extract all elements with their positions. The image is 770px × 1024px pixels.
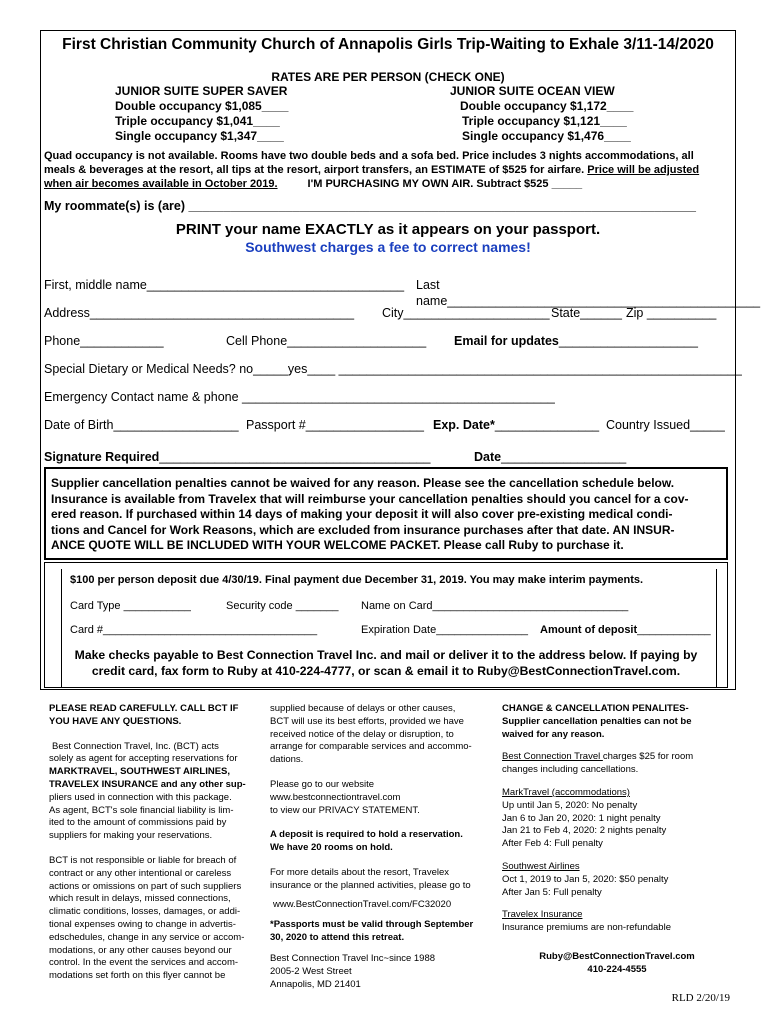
terms-column-2: supplied because of delays or other causes, BCT will use its best efforts, provided we have received notice of the delay or disruption, to arrange for comparable services and accommo- dations. Please go to our website www.bestconnectiontravel.com to view our PRIVACY STATEMENT. A deposit is required to hold a reservation. We have 20 rooms on hold. For more details about the resort, Travelex insurance or the planned activities, please go to www.BestConnectionTravel.com/FC32020 *Passports must be valid through September 30, 2020 to attend this retreat. Best Connection Travel Inc~since 1988 2005-2 West Street Annapolis, MD 21401: [270, 703, 488, 991]
checks-instructions: Make checks payable to Best Connection Travel Inc. and mail or deliver it to the address below. If paying by credit card, fax form to Ruby at 410-224-4777, or scan & email it to Ruby@BestConnectionTravel.com.: [74, 648, 698, 678]
contact-email[interactable]: Ruby@BestConnectionTravel.com: [539, 950, 695, 962]
address-field[interactable]: Address______________________________________: [44, 306, 355, 320]
rate-option[interactable]: Double occupancy $1,172____: [460, 99, 634, 113]
exp-date-field[interactable]: Exp. Date*_______________: [433, 418, 600, 432]
rate-option[interactable]: Double occupancy $1,085____: [115, 99, 289, 113]
column-heading: YOU HAVE ANY QUESTIONS.: [49, 715, 182, 727]
passport-notice: PRINT your name EXACTLY as it appears on your passport.: [175, 221, 601, 238]
column-heading: CHANGE & CANCELLATION PENALITES-: [502, 703, 689, 714]
amount-of-deposit-field[interactable]: Amount of deposit____________: [540, 624, 711, 636]
website-link[interactable]: www.bestconnectiontravel.com: [270, 791, 401, 803]
cancellation-box: [44, 467, 728, 560]
phone-field[interactable]: Phone____________: [44, 334, 164, 348]
last-name-field[interactable]: Last name_____________________________________________: [416, 278, 761, 308]
southwest-notice: Southwest charges a fee to correct names!: [245, 239, 531, 255]
rate-option[interactable]: Single occupancy $1,347____: [115, 129, 284, 143]
terms-column-1: PLEASE READ CAREFULLY. CALL BCT IF YOU HAVE ANY QUESTIONS. Best Connection Travel, Inc. (BCT) acts solely as agent for accepting reservations for MARKTRAVEL, SOUTHWEST AIRLINES, TRAVELEX INSURANCE and any other sup- pliers used in connection with this package. As agent, BCT's sole financial liability is lim- ited to the amount of commissions paid by suppliers for making your reservations. BCT is not responsible or liable for breach of contract or any other intentional or careless actions or omissions on part of such suppliers which result in delays, missed connections, climatic conditions, losses, damages, or addi- tional expenses owing to change in advertis- edschedules, change in any service or accom- modations, or any other causes beyond our control. In the event the services and accom- modations set forth on this flyer cannot be: [49, 703, 259, 983]
roommate-field[interactable]: My roommate(s) is (are) _________________________________________________________________________: [44, 199, 696, 213]
card-type-field[interactable]: Card Type ___________: [70, 600, 191, 612]
city-field[interactable]: City_____________________: [382, 306, 550, 320]
email-field[interactable]: Email for updates____________________: [454, 334, 698, 348]
cancellation-line: Insurance is available from Travelex that will reimburse your cancellation penalties should you cancel for a cov-: [51, 491, 689, 506]
own-air-option[interactable]: I'M PURCHASING MY OWN AIR. Subtract $525 _____: [307, 178, 583, 190]
rate-option[interactable]: Triple occupancy $1,041____: [115, 114, 280, 128]
passport-number-field[interactable]: Passport #_________________: [246, 418, 424, 432]
rates-left-heading: JUNIOR SUITE SUPER SAVER: [115, 84, 288, 98]
dietary-field[interactable]: Special Dietary or Medical Needs? no_____yes____ __________________________________________________________: [44, 362, 742, 376]
terms-column-3: CHANGE & CANCELLATION PENALITES- Supplier cancellation penalties can not be waived for any reason. Best Connection Travel charges $25 for room changes including cancellations. MarkTravel (accommodations) Up until Jan 5, 2020: No penalty Jan 6 to Jan 20, 2020: 1 night penalty Jan 21 to Feb 4, 2020: 2 nights penalty After Feb 4: Full penalty Southwest Airlines Oct 1, 2019 to Jan 5, 2020: $50 penalty After Jan 5: Full penalty Travelex Insurance Insurance premiums are non-refundable Ruby@BestConnectionTravel.com 410-224-4555: [502, 703, 732, 977]
cancellation-line: Supplier cancellation penalties cannot be waived for any reason. Please see the cancellation schedule below.: [51, 476, 675, 490]
date-field[interactable]: Date__________________: [474, 450, 627, 464]
security-code-field[interactable]: Security code _______: [226, 600, 339, 612]
package-notes: [44, 149, 734, 191]
rates-right: [450, 84, 700, 144]
signature-field[interactable]: Signature Required_______________________________________: [44, 450, 431, 464]
cancellation-line: tions and Cancel for Work Reasons, which are excluded from insurance purchases after that date. AN INSUR-: [51, 522, 675, 537]
rates-left: [115, 84, 375, 144]
notes-line: meals & beverages at the resort, all tips at the resort, airport transfers, an ESTIMATE of $525 for airfare. Price will be adjusted: [44, 164, 700, 176]
notes-line: Quad occupancy is not available. Rooms have two double beds and a sofa bed. Price includes 3 nights accommodations, all: [44, 150, 694, 162]
emergency-contact-field[interactable]: Emergency Contact name & phone _____________________________________________: [44, 390, 555, 404]
details-link[interactable]: www.BestConnectionTravel.com/FC32020: [273, 898, 452, 910]
state-field[interactable]: State______: [551, 306, 622, 320]
cell-phone-field[interactable]: Cell Phone____________________: [226, 334, 427, 348]
page-title: First Christian Community Church of Annapolis Girls Trip-Waiting to Exhale 3/11-14/2020: [62, 36, 714, 53]
revision-stamp: RLD 2/20/19: [671, 992, 730, 1004]
cancellation-line: ered reason. If purchased within 14 days of making your deposit it will also cover pre-existing medical condi-: [51, 507, 673, 521]
card-number-field[interactable]: Card #___________________________________: [70, 624, 318, 636]
zip-field[interactable]: Zip __________: [626, 306, 717, 320]
name-on-card-field[interactable]: Name on Card________________________________: [361, 600, 629, 612]
rates-title: RATES ARE PER PERSON (CHECK ONE): [271, 70, 505, 84]
rate-option[interactable]: Triple occupancy $1,121____: [462, 114, 627, 128]
cancellation-line: ANCE QUOTE WILL BE INCLUDED WITH YOUR WELCOME PACKET. Please call Ruby to purchase it.: [51, 538, 624, 552]
first-middle-name-field[interactable]: First, middle name_____________________________________: [44, 278, 405, 292]
rate-option[interactable]: Single occupancy $1,476____: [462, 129, 631, 143]
deposit-info: $100 per person deposit due 4/30/19. Final payment due December 31, 2019. You may make interim payments.: [70, 574, 644, 586]
column-heading: PLEASE READ CAREFULLY. CALL BCT IF: [49, 703, 239, 714]
rates-right-heading: JUNIOR SUITE OCEAN VIEW: [450, 84, 615, 98]
notes-line: when air becomes available in October 2019. I'M PURCHASING MY OWN AIR. Subtract $525 _____: [44, 178, 583, 190]
date-of-birth-field[interactable]: Date of Birth__________________: [44, 418, 239, 432]
contact-phone: 410-224-4555: [587, 963, 647, 975]
expiration-date-field[interactable]: Expiration Date_______________: [361, 624, 528, 636]
country-issued-field[interactable]: Country Issued_____: [606, 418, 725, 432]
